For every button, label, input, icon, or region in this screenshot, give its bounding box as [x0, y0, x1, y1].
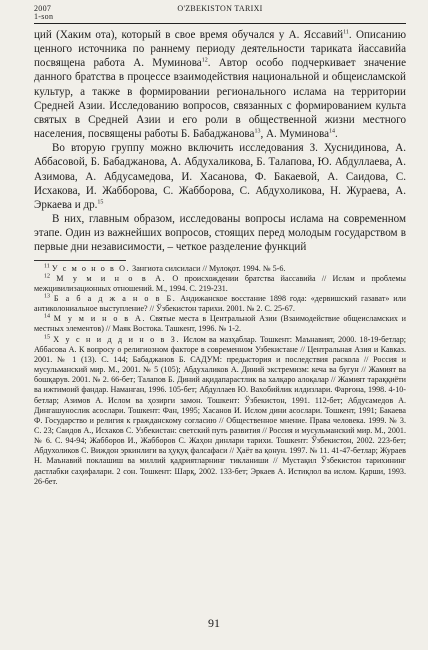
footnote-separator	[34, 260, 126, 261]
footnote-number: 12	[44, 272, 50, 279]
footnote-item	[34, 335, 406, 487]
footnote-item	[34, 294, 406, 314]
footnote-ref-14[interactable]: 14	[329, 128, 336, 135]
paragraph-1-text-d: , А. Муминова	[260, 128, 330, 141]
paragraph-1	[34, 28, 406, 141]
header-year: 2007	[34, 4, 52, 13]
paragraph-1-text-b: . Описанию ценного источника по раннему периоду деятельности тариката йассавийа посвящена работа А. Муминова	[34, 29, 407, 70]
footnote-text: Зангиота силсиласи // Мулоқот. 1994. № 5-6.	[130, 263, 286, 273]
footnote-item	[34, 274, 406, 294]
footnote-item	[34, 264, 406, 274]
paragraph-1-text-e: .	[335, 128, 338, 141]
paragraph-1-text-c: . Автор особо подчеркивает значение данного братства в процессе взаимодействия национальной и общеисламской культур, а также в формировании регионального ислама на территории Средней Азии. Исследованию вопросов, связанных с формированием культа святых в Средней Азии и его роли в общественной жизни местного населения, посвящены работы Б. Бабаджанова	[34, 57, 406, 141]
footnote-number: 13	[44, 293, 50, 300]
footnote-ref-13[interactable]: 13	[254, 128, 261, 135]
footnote-number: 11	[44, 262, 50, 269]
footnote-text: Андижанское восстание 1898 года: «дервишский газават» или антиколониальное выступление? // Ўзбекистон тарихи. 2001. № 2. С. 25-67.	[34, 293, 406, 314]
footnote-text: Святые места в Центральной Азии (Взаимодействие общеисламских и местных элементов) // Маяк Востока. Ташкент, 1996. № 1-2.	[34, 314, 406, 334]
footnote-ref-15[interactable]: 15	[97, 199, 104, 206]
footnote-author: Х у с н и д д и н о в З.	[53, 334, 181, 344]
footnote-item	[34, 314, 406, 334]
footnote-number: 15	[44, 333, 50, 340]
footnote-ref-11[interactable]: 11	[343, 29, 349, 36]
page-number: 91	[208, 616, 220, 630]
paragraph-1-text-a: ций (Хаким ота), который в свое время обучался у А. Яссавий	[34, 29, 344, 41]
footnote-author: М у м и н о в А.	[56, 273, 167, 283]
header-rule	[34, 23, 406, 24]
footnote-number: 14	[44, 313, 50, 320]
running-header	[34, 4, 406, 22]
footnote-text: О происхождении братства йассавийа // Ислам и проблемы межцивилизационных отношений. М., 1994. С. 219-231.	[34, 273, 406, 293]
main-text	[34, 28, 406, 255]
paragraph-2	[34, 141, 406, 212]
paragraph-3	[34, 212, 406, 254]
footnote-author: У с м о н о в О.	[51, 263, 131, 273]
header-journal-title: O'ZBEKISTON TARIXI	[177, 4, 263, 13]
paragraph-3-text: В них, главным образом, исследованы вопросы ислама на современном этапе. Один из важнейших вопросов, стоящих перед молодым государством в первые дни независимости, – четкое разделение функций	[34, 213, 406, 254]
footnote-text: Ислом ва мазҳаблар. Тошкент: Маънавият, 2000. 18-19-бетлар; Аббасова А. К вопросу о религиозном факторе в современном Узбекистане // Центральная Азия и Кавказ. 2001. № 1 (13). С. 144; Бабаджанов Б. САДУМ: предыстория и последствия раскола // Россия и мусульманский мир. М., 2001. № 5 (105); Абдухаликов А. Диний экстремизм: кеча ва бугун // Жамият ва бошқарув. 2001. № 2. 66-бет; Талапов Б. Диний ақидапарастлик ва халқаро алоқалар // Жамият тараққиёти ва ижтимоий фандар. Наманган, 1996. 105-бет; Абдуллаев Ю. Вахобийлик илдизлари. Фарғона, 1998. 4-10-бетлар; Азимов А. Ислом ва ҳозирги замон. Тошкент: Ўзбекистон, 1991. 112-бет; Абдусамедов А. Дингашунослик асослари. Тошкент: Фан, 1995; Хасанов И. Ислом дини асослари. Тошкент, 1991; Бакаева Ф. Государство и религия к гражданскому согласию // Общественное мнение. Права человека. 1999. № 3. С. 23; Саидов А., Исхаков С. Узбекистан: светский путь развития // Россия и мусульманский мир. М., 2001. № 6. С. 94-94; Жабборов И., Жабборов С. Жаҳон динлари тарихи. Тошкент: Ўзбекистон, 2002. 223-бет; Абдухоликов С. Виждон эркинлиги ва ҳуқуқ фалсафаси // Ҳаёт ва қонун. 1997. № 11. 41-47-бетлар; Жураев Н. Маънавий поклашиш ва миллий қадриятларнинг тикланиши // Мустақил Ўзбекистон тарихининг дастлабки саҳифалари. 2 сон. Тошкент: Шарқ, 2002. 133-бет; Эркаев А. Истиқлол ва ислом. Қарши, 1993. 26-бет.	[34, 334, 407, 486]
footnote-author: Б а б а д ж а н о в Б.	[53, 293, 177, 303]
paragraph-2-text: Во вторую группу можно включить исследования З. Хуснидинова, А. Аббасовой, Б. Бабаджанова, А. Абдухаликова, Б. Талапова, Ю. Абдуллаева, А. Азимова, А. Абдусамедова, И. Хасанова, Ф. Бакаевой, А. Саидова, С. Исхакова, И. Жабборова, С. Жабборова, С. Абдухоликова, Н. Жураева, А. Эркаева и др.	[34, 142, 406, 211]
footnotes	[34, 264, 406, 487]
footnote-author: М у м и н о в А.	[53, 314, 147, 324]
footnote-ref-12[interactable]: 12	[201, 57, 208, 64]
header-issue: 1-son	[34, 12, 54, 21]
